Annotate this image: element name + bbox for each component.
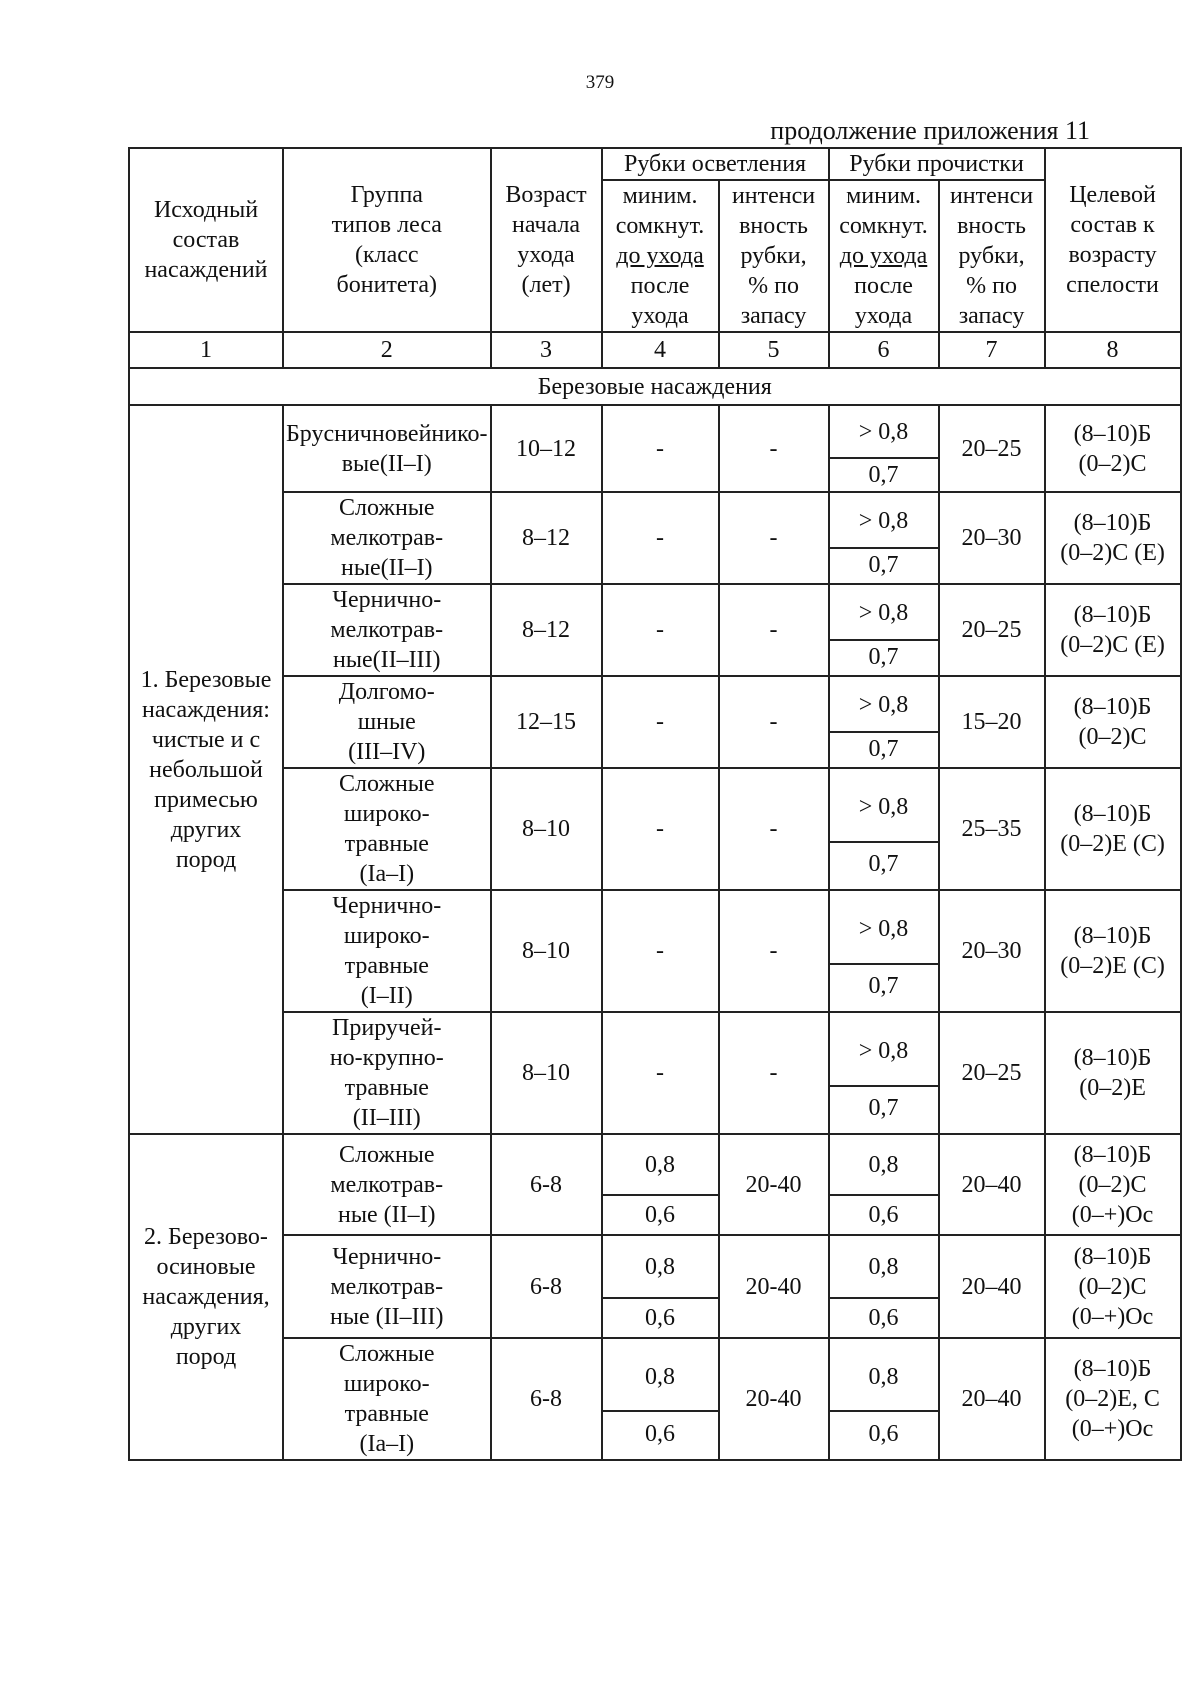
text-line: мелкотрав- [330, 617, 444, 643]
start-age-cell: 8–12 [491, 492, 602, 584]
group-title [129, 1134, 283, 1460]
text-line: широко- [343, 801, 430, 827]
release-density-cell: - [602, 890, 719, 1012]
text-line: типов леса [331, 212, 442, 238]
cleaning-density-cell [829, 1338, 939, 1460]
release-intensity-cell: - [719, 768, 829, 890]
target-composition-cell [1045, 890, 1181, 1012]
density-before: > 0,8 [830, 895, 938, 965]
density-before: > 0,8 [830, 1017, 938, 1087]
target-composition-cell [1045, 584, 1181, 676]
target-composition-cell [1045, 1012, 1181, 1134]
density-before: > 0,8 [830, 406, 938, 459]
text-line: Сложные [338, 1341, 435, 1367]
header-forest-type-group [283, 148, 491, 332]
forest-type-cell [283, 768, 491, 890]
start-age-cell: 8–12 [491, 584, 602, 676]
table-row [129, 1012, 1181, 1134]
density-before: > 0,8 [830, 680, 938, 733]
text-line: Приручей- [332, 1015, 442, 1041]
text-line: Исходный [153, 197, 259, 223]
text-line: осиновые [156, 1254, 256, 1280]
page-number: 379 [585, 72, 615, 93]
text-line: насаждения: [142, 696, 270, 723]
text-line: ные (II–I) [337, 1201, 436, 1228]
release-density-cell: - [602, 676, 719, 768]
text-line: Сложные [338, 495, 435, 521]
text-line: спелости [1066, 272, 1159, 298]
text-line: травные [344, 1401, 429, 1427]
header-intensity-light [719, 180, 829, 332]
text-line: (0–+)Ос [1071, 1416, 1154, 1442]
header-initial-composition [129, 148, 283, 332]
text-line: шные [357, 709, 416, 735]
text-line: травные [344, 953, 429, 979]
target-composition-cell [1045, 1338, 1181, 1460]
text-line: после [630, 273, 690, 299]
text-line: Сложные [338, 771, 435, 797]
forest-care-table [128, 147, 1182, 1461]
table-row [129, 768, 1181, 890]
text-line: (8–10)Б [1073, 923, 1152, 949]
text-line: после [854, 273, 913, 299]
text-line: состав [172, 227, 240, 253]
forest-type-cell [283, 1012, 491, 1134]
text-line: (0–2)С [1078, 724, 1147, 750]
text-line: % по [748, 273, 799, 299]
density-before: 0,8 [830, 1135, 938, 1196]
text-line: (0–+)Ос [1071, 1201, 1154, 1228]
text-line: (0–2)С [1078, 450, 1147, 477]
density-after: 0,7 [868, 851, 899, 877]
text-line: (класс [354, 242, 419, 268]
density-before: > 0,8 [830, 496, 938, 549]
text-line: ухода [854, 303, 913, 329]
forest-type-cell [283, 405, 491, 492]
text-line: (I–II) [360, 983, 413, 1009]
column-number: 5 [719, 332, 829, 368]
text-line: (0–+)Ос [1071, 1303, 1154, 1330]
forest-type-cell [283, 1338, 491, 1460]
start-age-cell: 8–10 [491, 1012, 602, 1134]
start-age-cell: 12–15 [491, 676, 602, 768]
text-line: 2. Березово- [144, 1224, 268, 1250]
text-line: Чернично- [332, 893, 442, 919]
text-line: (8–10)Б [1073, 1243, 1152, 1270]
start-age-cell: 10–12 [491, 405, 602, 492]
text-line: (8–10)Б [1073, 602, 1152, 628]
text-line: состав к [1070, 212, 1155, 238]
density-after: 0,7 [868, 462, 899, 488]
text-line: Чернично- [332, 1243, 442, 1270]
text-line: пород [175, 1344, 237, 1370]
column-number: 7 [939, 332, 1045, 368]
text-line: Чернично- [332, 587, 442, 613]
text-line: вые(II–I) [341, 450, 432, 477]
forest-type-cell [283, 890, 491, 1012]
table-row [129, 1235, 1181, 1338]
text-line: (III–IV) [348, 739, 426, 765]
text-line: (0–2)С (Е) [1060, 632, 1165, 658]
cleaning-intensity-cell: 20–25 [939, 1012, 1045, 1134]
cleaning-density-cell [829, 1134, 939, 1235]
release-intensity-cell: 20-40 [719, 1235, 829, 1338]
release-density-cell [602, 1338, 719, 1460]
text-line: % по [966, 273, 1017, 299]
text-line: миним. [622, 183, 698, 209]
cleaning-intensity-cell: 20–25 [939, 405, 1045, 492]
cleaning-intensity-cell: 20–30 [939, 492, 1045, 584]
density-after: 0,6 [645, 1420, 676, 1447]
text-line: сомкнут. [839, 213, 928, 239]
text-line: вность [739, 213, 808, 239]
text-line: (8–10)Б [1073, 1045, 1152, 1071]
text-line: примесью [154, 786, 258, 813]
text-line: небольшой [149, 756, 263, 783]
header-intensity-clean [939, 180, 1045, 332]
cleaning-intensity-cell: 20–30 [939, 890, 1045, 1012]
cleaning-intensity-cell: 15–20 [939, 676, 1045, 768]
text-line: возрасту [1068, 242, 1157, 268]
release-density-cell: - [602, 492, 719, 584]
header-release-cutting: Рубки осветления [602, 148, 829, 180]
text-line: интенси [731, 183, 816, 209]
text-line: Брусничновейнико- [286, 420, 488, 447]
text-line: ухода [631, 303, 689, 329]
text-line: ные (II–III) [329, 1303, 444, 1330]
text-line: мелкотрав- [330, 1171, 444, 1198]
release-intensity-cell: 20-40 [719, 1134, 829, 1235]
text-line: (0–2)С [1078, 1273, 1147, 1300]
text-line: (0–2)Е, С [1065, 1386, 1160, 1412]
table-row [129, 1338, 1181, 1460]
density-after: 0,7 [868, 735, 899, 762]
target-composition-cell [1045, 1134, 1181, 1235]
density-after: 0,7 [868, 973, 899, 999]
cleaning-density-cell [829, 405, 939, 492]
text-line: (Iа–I) [359, 1431, 415, 1457]
text-line: (0–2)Е (С) [1060, 953, 1165, 979]
text-line: чистые и с [151, 726, 261, 753]
text-line: (лет) [521, 272, 571, 298]
text-line: бонитета) [336, 272, 437, 298]
column-number: 4 [602, 332, 719, 368]
density-before: 0,8 [603, 1236, 718, 1299]
density-after: 0,7 [868, 1095, 899, 1121]
group-title [129, 405, 283, 1134]
forest-type-cell [283, 676, 491, 768]
forest-type-cell [283, 1134, 491, 1235]
text-line: Возраст [505, 182, 587, 208]
release-density-cell [602, 1235, 719, 1338]
text-line: вность [957, 213, 1026, 239]
text-line: насаждения, [142, 1284, 270, 1310]
text-line: (8–10)Б [1073, 1141, 1152, 1168]
text-line: начала [511, 212, 581, 238]
start-age-cell: 6-8 [491, 1338, 602, 1460]
density-before: 0,8 [830, 1343, 938, 1412]
density-before: 0,8 [603, 1343, 718, 1412]
release-intensity-cell: - [719, 676, 829, 768]
forest-type-cell [283, 492, 491, 584]
table-row [129, 676, 1181, 768]
text-line: Группа [350, 182, 423, 208]
column-number: 3 [491, 332, 602, 368]
text-line: (0–2)Е [1079, 1075, 1146, 1101]
text-line: (8–10)Б [1073, 510, 1152, 536]
release-intensity-cell: - [719, 1012, 829, 1134]
target-composition-cell [1045, 1235, 1181, 1338]
text-line: запасу [958, 303, 1025, 329]
text-line: мелкотрав- [330, 1273, 444, 1300]
release-density-cell: - [602, 768, 719, 890]
text-line: до ухода [839, 243, 928, 269]
release-density-cell: - [602, 584, 719, 676]
table-row [129, 890, 1181, 1012]
text-line: травные [344, 1075, 429, 1101]
density-after: 0,6 [868, 1420, 899, 1447]
text-line: до ухода [616, 243, 704, 269]
density-before: 0,8 [603, 1135, 718, 1196]
cleaning-intensity-cell: 20–25 [939, 584, 1045, 676]
release-intensity-cell: 20-40 [719, 1338, 829, 1460]
header-target-composition [1045, 148, 1181, 332]
density-after: 0,7 [868, 643, 899, 670]
text-line: Сложные [338, 1141, 435, 1168]
release-density-cell [602, 1134, 719, 1235]
text-line: пород [175, 846, 237, 873]
text-line: 1. Березовые [140, 666, 272, 693]
text-line: ные(II–I) [340, 555, 433, 581]
text-line: травные [344, 831, 429, 857]
density-before: 0,8 [830, 1236, 938, 1299]
release-density-cell: - [602, 405, 719, 492]
text-line: рубки, [740, 243, 807, 269]
cleaning-intensity-cell: 20–40 [939, 1338, 1045, 1460]
column-number: 1 [129, 332, 283, 368]
header-min-density-clean [829, 180, 939, 332]
density-before: > 0,8 [830, 773, 938, 843]
cleaning-density-cell [829, 1235, 939, 1338]
density-after: 0,6 [645, 1305, 676, 1331]
release-intensity-cell: - [719, 492, 829, 584]
section-title: Березовые насаждения [129, 368, 1181, 405]
start-age-cell: 8–10 [491, 768, 602, 890]
cleaning-density-cell [829, 676, 939, 768]
text-line: (8–10)Б [1073, 420, 1152, 447]
text-line: других [170, 816, 242, 843]
text-line: рубки, [958, 243, 1025, 269]
text-line: (Iа–I) [359, 861, 415, 887]
cleaning-density-cell [829, 1012, 939, 1134]
text-line: мелкотрав- [330, 525, 444, 551]
density-after: 0,6 [645, 1202, 676, 1228]
table-row [129, 584, 1181, 676]
text-line: Целевой [1069, 182, 1156, 208]
density-after: 0,7 [868, 551, 899, 578]
density-before: > 0,8 [830, 588, 938, 641]
forest-type-cell [283, 584, 491, 676]
cleaning-intensity-cell: 25–35 [939, 768, 1045, 890]
cleaning-intensity-cell: 20–40 [939, 1134, 1045, 1235]
text-line: сомкнут. [615, 213, 705, 239]
column-number: 8 [1045, 332, 1181, 368]
text-line: Долгомо- [338, 679, 435, 705]
column-number: 6 [829, 332, 939, 368]
table-row [129, 405, 1181, 492]
text-line: широко- [343, 923, 430, 949]
cleaning-density-cell [829, 492, 939, 584]
text-line: ухода [517, 242, 575, 268]
text-line: насаждений [144, 257, 268, 283]
density-after: 0,6 [868, 1202, 899, 1228]
column-number: 2 [283, 332, 491, 368]
start-age-cell: 8–10 [491, 890, 602, 1012]
continuation-caption: продолжение приложения 11 [770, 116, 1090, 145]
text-line: интенси [949, 183, 1034, 209]
text-line: (8–10)Б [1073, 694, 1152, 720]
target-composition-cell [1045, 676, 1181, 768]
text-line: (0–2)Е (С) [1060, 831, 1165, 857]
release-intensity-cell: - [719, 405, 829, 492]
start-age-cell: 6-8 [491, 1235, 602, 1338]
release-intensity-cell: - [719, 890, 829, 1012]
cleaning-intensity-cell: 20–40 [939, 1235, 1045, 1338]
cleaning-density-cell [829, 584, 939, 676]
text-line: других [170, 1314, 242, 1340]
text-line: (8–10)Б [1073, 801, 1152, 827]
release-intensity-cell: - [719, 584, 829, 676]
header-start-age [491, 148, 602, 332]
table-row [129, 492, 1181, 584]
target-composition-cell [1045, 405, 1181, 492]
text-line: (II–III) [352, 1105, 421, 1131]
start-age-cell: 6-8 [491, 1134, 602, 1235]
text-line: миним. [846, 183, 921, 209]
target-composition-cell [1045, 492, 1181, 584]
cleaning-density-cell [829, 890, 939, 1012]
table-row [129, 1134, 1181, 1235]
text-line: (8–10)Б [1073, 1356, 1152, 1382]
forest-type-cell [283, 1235, 491, 1338]
cleaning-density-cell [829, 768, 939, 890]
text-line: ные(II–III) [332, 647, 441, 673]
header-min-density-light [602, 180, 719, 332]
text-line: но-крупно- [329, 1045, 444, 1071]
text-line: широко- [343, 1371, 430, 1397]
target-composition-cell [1045, 768, 1181, 890]
header-cleaning-cutting: Рубки прочистки [829, 148, 1045, 180]
release-density-cell: - [602, 1012, 719, 1134]
density-after: 0,6 [868, 1305, 899, 1331]
text-line: (0–2)С [1078, 1171, 1147, 1198]
text-line: запасу [740, 303, 807, 329]
text-line: (0–2)С (Е) [1060, 540, 1165, 566]
